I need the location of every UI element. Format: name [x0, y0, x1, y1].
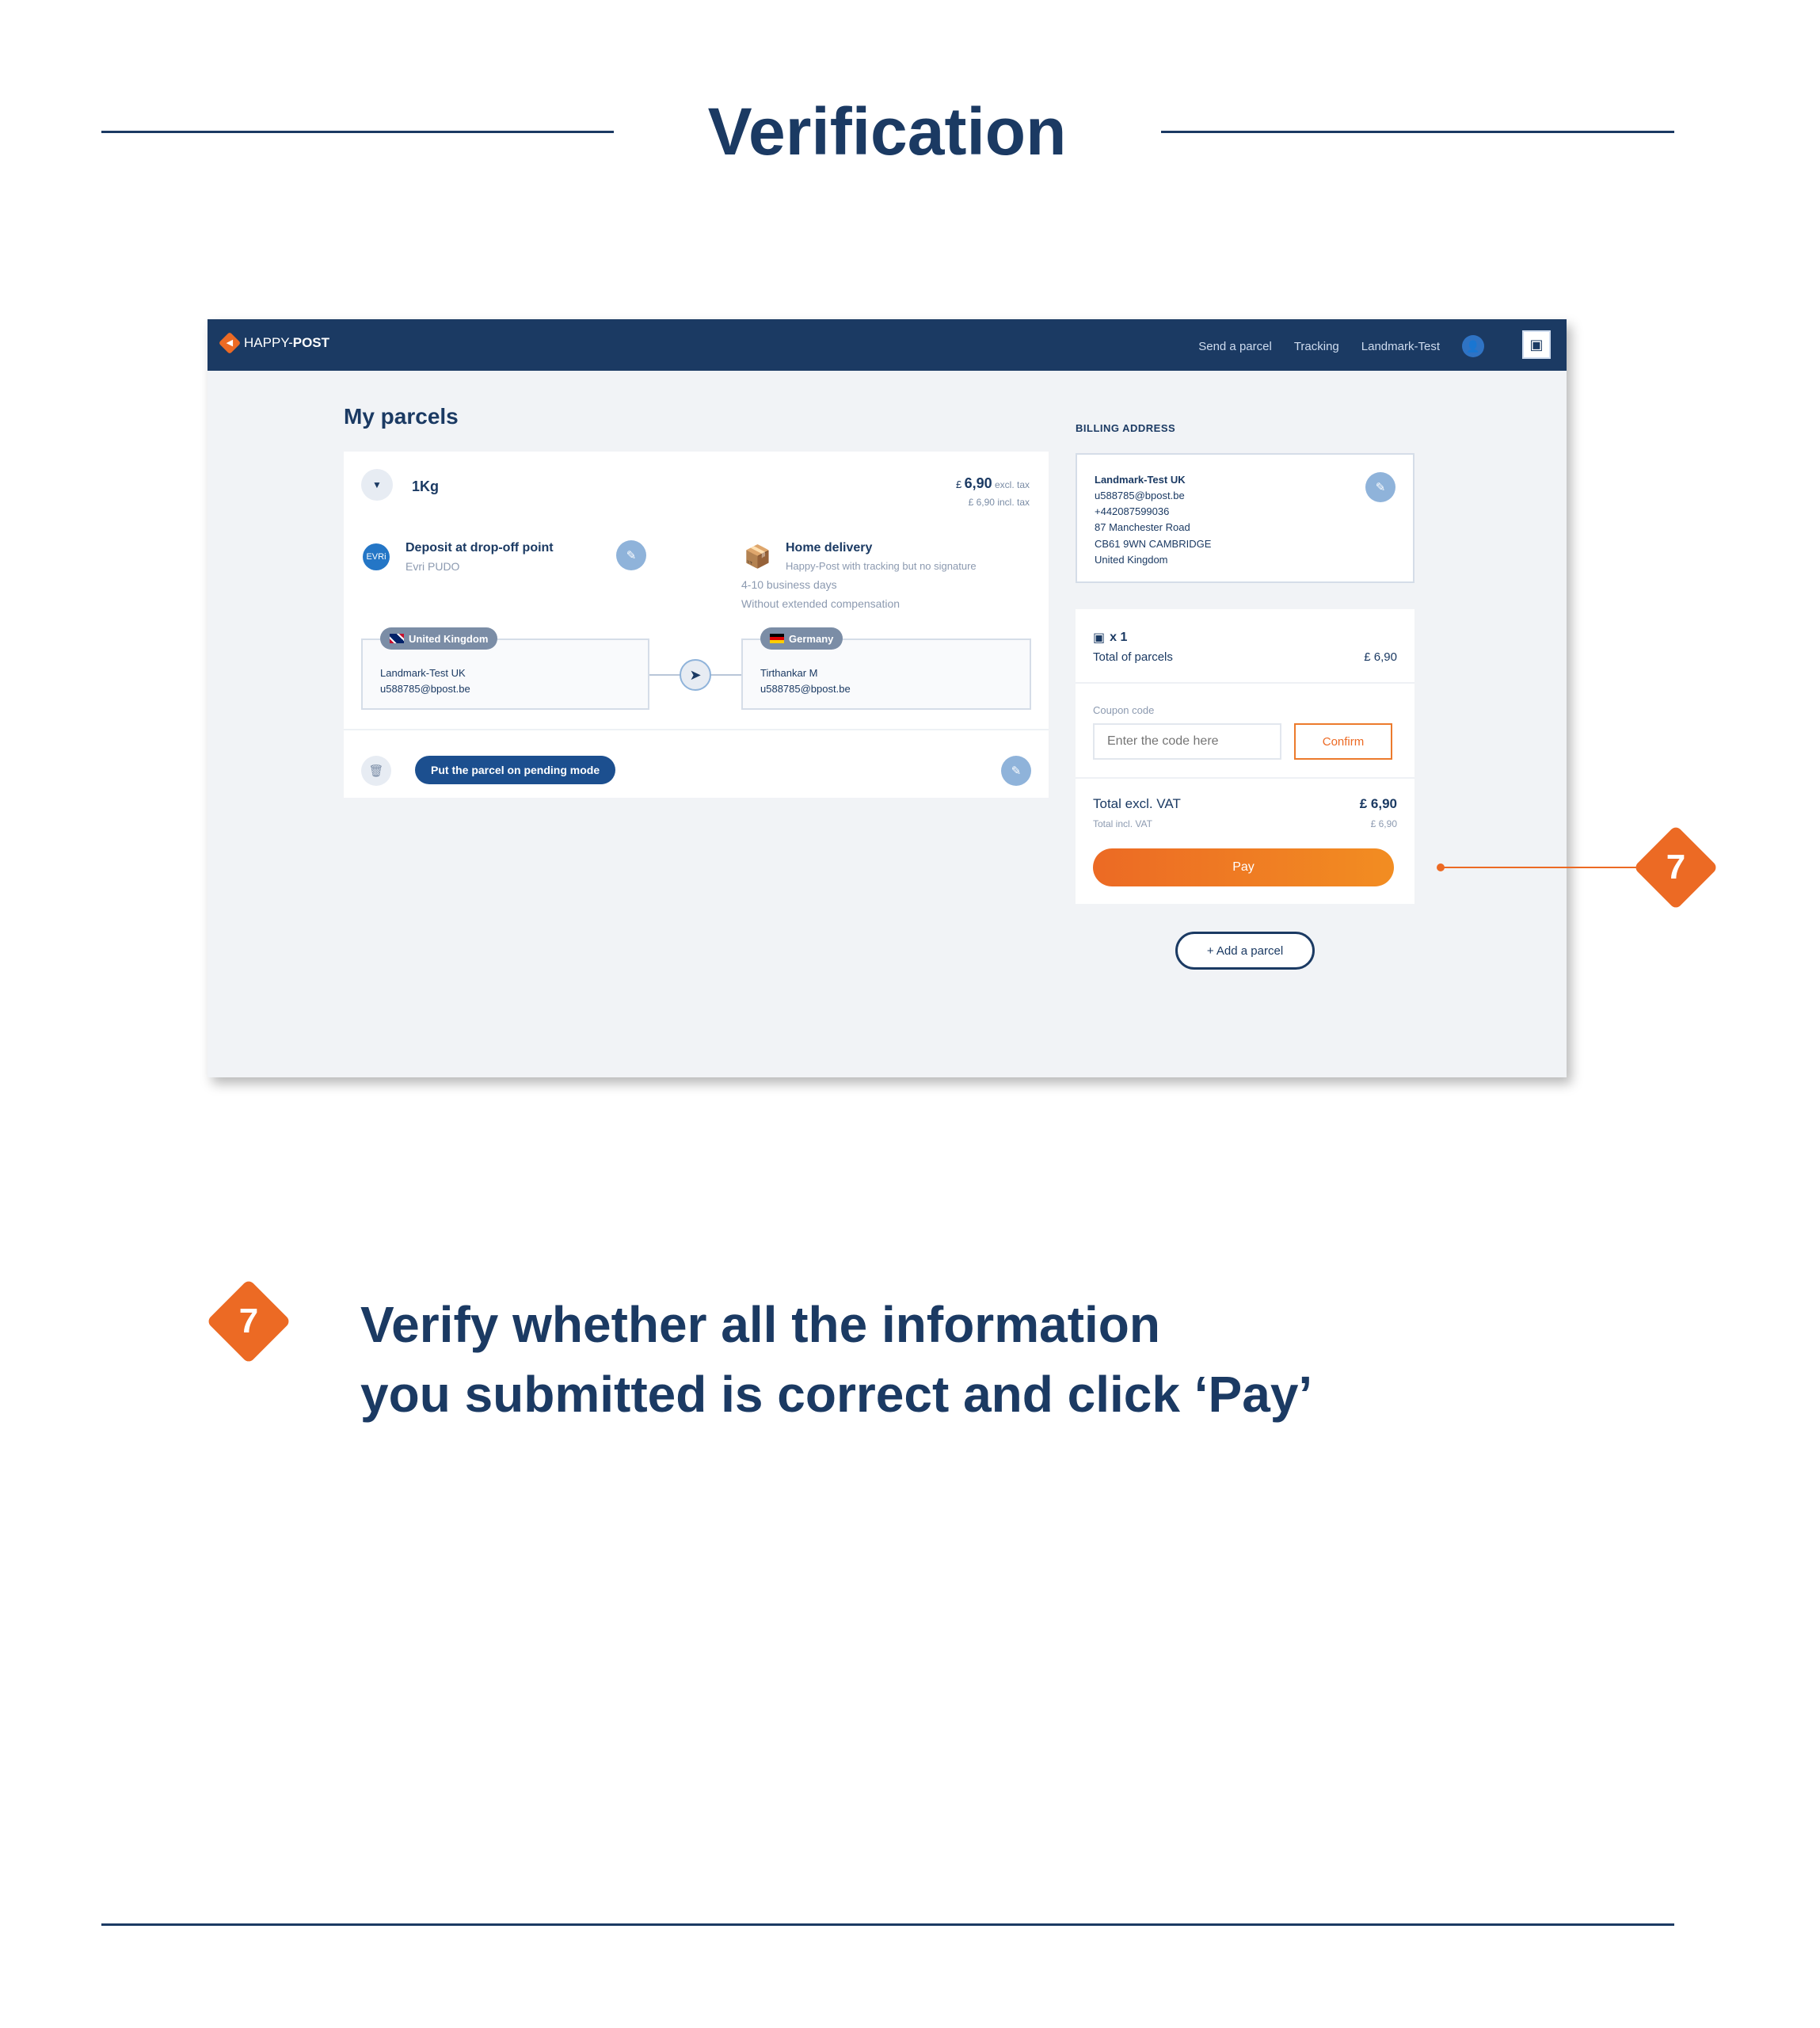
- parcel-card: [344, 452, 1049, 798]
- parcel-count-value: x 1: [1110, 631, 1128, 644]
- sender-email: u588785@bpost.be: [380, 682, 470, 695]
- delivery-title: Home delivery: [786, 541, 873, 555]
- recipient-name: Tirthankar M: [760, 667, 818, 679]
- total-incl-row: [1093, 818, 1397, 829]
- total-incl-value: £ 6,90: [1370, 818, 1397, 829]
- edit-deposit-icon[interactable]: ✎: [616, 540, 646, 570]
- sender-country-pill: [380, 627, 497, 650]
- parcel-box-icon[interactable]: ▣: [1522, 330, 1551, 359]
- price-incl: £ 6,90: [968, 496, 995, 508]
- trash-icon[interactable]: 🗑: [361, 756, 391, 786]
- billing-card: [1076, 453, 1414, 583]
- bottom-rule: [101, 1923, 1674, 1926]
- app-screenshot: [208, 319, 1567, 1077]
- recipient-country-pill: [760, 627, 843, 650]
- logo-diamond-icon: ◀: [219, 332, 241, 354]
- brand-light: HAPPY-: [244, 335, 293, 350]
- chevron-down-icon[interactable]: ▼: [361, 469, 393, 501]
- billing-country: United Kingdom: [1095, 553, 1168, 566]
- delivery-subtitle: Happy-Post with tracking but no signature: [786, 560, 977, 572]
- recipient-email: u588785@bpost.be: [760, 682, 851, 695]
- sender-country: United Kingdom: [409, 632, 489, 645]
- callout-line: [1440, 867, 1652, 868]
- total-parcels-value: £ 6,90: [1364, 650, 1397, 664]
- recipient-address: [741, 632, 1031, 710]
- edit-billing-icon[interactable]: ✎: [1365, 472, 1395, 502]
- deposit-title: Deposit at drop-off point: [406, 541, 554, 555]
- card-divider: [344, 729, 1049, 730]
- brand-bold: POST: [292, 335, 330, 350]
- coupon-input[interactable]: [1093, 723, 1281, 760]
- total-parcels-row: [1093, 650, 1397, 664]
- pending-mode-button[interactable]: Put the parcel on pending mode: [415, 756, 615, 784]
- nav-send-parcel[interactable]: Send a parcel: [1198, 339, 1272, 353]
- brand-logo[interactable]: [222, 335, 329, 351]
- edit-parcel-icon[interactable]: ✎: [1001, 756, 1031, 786]
- price-incl-label: incl. tax: [997, 496, 1030, 508]
- total-parcels-label: Total of parcels: [1093, 650, 1173, 664]
- parcel-price: [956, 472, 1030, 510]
- my-parcels-heading: My parcels: [344, 404, 459, 429]
- billing-city: CB61 9WN CAMBRIDGE: [1095, 537, 1212, 550]
- total-excl-row: [1093, 796, 1397, 812]
- summary-divider-1: [1076, 682, 1414, 684]
- price-excl-label: excl. tax: [994, 479, 1030, 490]
- germany-flag-icon: [770, 634, 784, 643]
- nav-tracking[interactable]: Tracking: [1293, 339, 1339, 353]
- deposit-subtitle: Evri PUDO: [406, 560, 460, 573]
- pay-button[interactable]: Pay: [1093, 848, 1394, 886]
- evri-logo-icon: EVRi: [363, 543, 390, 570]
- parcel-weight: 1Kg: [412, 478, 440, 494]
- price-currency: £: [956, 478, 962, 490]
- billing-address-label: BILLING ADDRESS: [1076, 422, 1176, 434]
- top-nav: [208, 319, 1567, 371]
- total-excl-label: Total excl. VAT: [1093, 796, 1181, 811]
- confirm-coupon-button[interactable]: Confirm: [1294, 723, 1392, 760]
- nav-account[interactable]: Landmark-Test: [1361, 339, 1440, 353]
- arrow-right-icon: ➤: [680, 659, 711, 691]
- billing-name: Landmark-Test UK: [1095, 474, 1186, 486]
- price-excl: 6,90: [964, 475, 992, 491]
- recipient-country: Germany: [789, 632, 834, 645]
- summary-divider-2: [1076, 777, 1414, 779]
- total-incl-label: Total incl. VAT: [1093, 818, 1152, 829]
- add-parcel-button[interactable]: + Add a parcel: [1175, 932, 1315, 970]
- billing-email: u588785@bpost.be: [1095, 490, 1185, 502]
- coupon-label: Coupon code: [1093, 704, 1155, 716]
- summary-card: [1076, 609, 1414, 904]
- sender-name: Landmark-Test UK: [380, 667, 466, 679]
- step-instruction: [360, 1290, 1707, 1430]
- billing-phone: +442087599036: [1095, 505, 1170, 518]
- delivery-days: 4-10 business days: [741, 578, 837, 591]
- delivery-compensation: Without extended compensation: [741, 597, 900, 610]
- billing-street: 87 Manchester Road: [1095, 521, 1190, 534]
- parcel-box-small-icon: ▣: [1093, 631, 1106, 645]
- nav-links: [1198, 335, 1484, 357]
- home-delivery-box-icon: 📦: [744, 544, 771, 569]
- uk-flag-icon: [390, 634, 404, 643]
- step-number: 7: [238, 1302, 259, 1340]
- parcel-count: [1093, 630, 1127, 646]
- sender-address: [361, 632, 649, 710]
- callout-step-number: 7: [1666, 848, 1686, 886]
- page-title: Verification: [707, 94, 1067, 169]
- instruction-line-2: you submitted is correct and click ‘Pay’: [360, 1366, 1313, 1424]
- user-icon[interactable]: 👤: [1462, 335, 1484, 357]
- total-excl-value: £ 6,90: [1359, 796, 1397, 811]
- instruction-line-1: Verify whether all the information: [360, 1296, 1160, 1353]
